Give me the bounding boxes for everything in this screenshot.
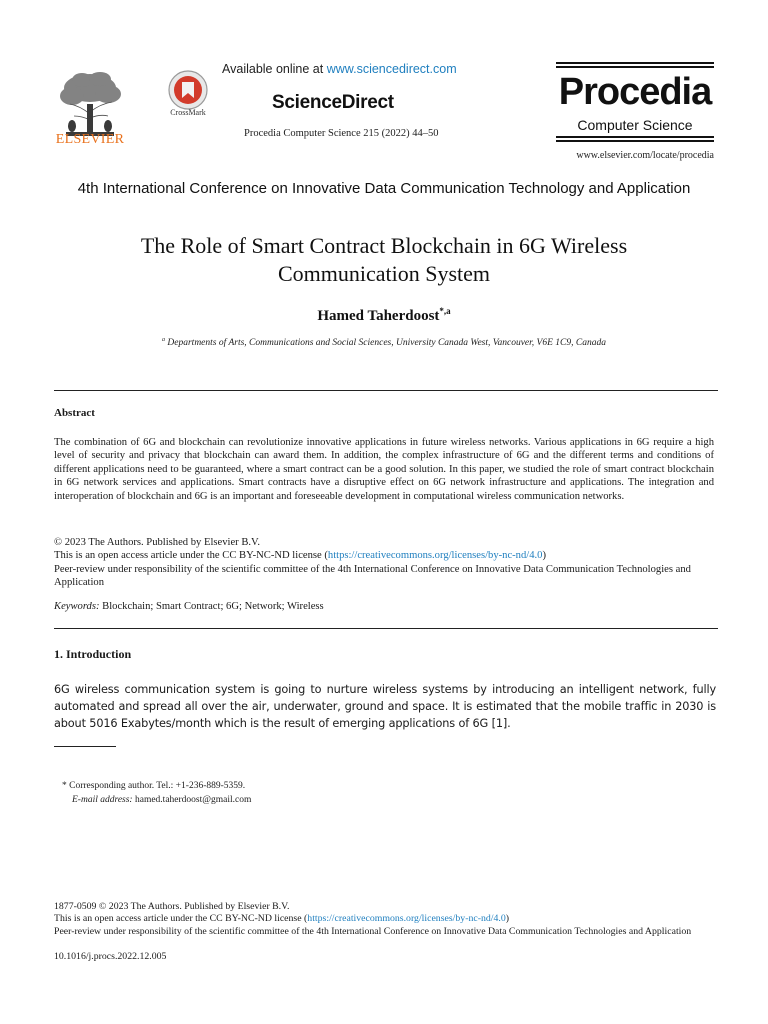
procedia-rule-bottom xyxy=(556,136,714,138)
abstract-body: The combination of 6G and blockchain can revolutionize innovative applications in future wireless networks. Various applications in 6G require a high level of security and privacy that blockchain can award them. In addition, the complex infrastructure of 6G and the different terms and conditions of different applications need to be guaranteed, where a smart contract can be a good solution. In this paper, we studied the role of smart contract blockchain in 6G network services and applications. Smart contracts have a disruptive effect on 6G network infrastructure and applications. The integration and interoperation of blockchain and 6G is an important and foreseeable development in computational wireless communication networks. xyxy=(54,437,714,502)
conference-name: 4th International Conference on Innovative Data Communication Technology and Application xyxy=(77,180,691,197)
journal-reference: Procedia Computer Science 215 (2022) 44–50 xyxy=(244,128,439,139)
footnote-email-label: E-mail address: xyxy=(72,795,133,805)
abstract-license-text: This is an open access article under the CC BY-NC-ND license ( xyxy=(54,550,328,561)
abstract-license-close: ) xyxy=(542,550,546,561)
procedia-rule-top-2 xyxy=(556,66,714,68)
author-line xyxy=(80,306,688,325)
footer-license-text: This is an open access article under the CC BY-NC-ND license ( xyxy=(54,913,308,924)
sciencedirect-link[interactable]: www.sciencedirect.com xyxy=(326,62,457,76)
procedia-logo xyxy=(556,62,714,142)
procedia-rule-bottom-2 xyxy=(556,140,714,142)
available-online-line xyxy=(222,62,457,76)
procedia-subtitle: Computer Science xyxy=(577,117,693,133)
keywords-label: Keywords: xyxy=(54,601,100,612)
author-name: Hamed Taherdoost xyxy=(317,308,440,324)
elsevier-wordmark: ELSEVIER xyxy=(55,132,125,147)
sciencedirect-logo: ScienceDirect xyxy=(272,92,394,113)
abstract-copyright: © 2023 The Authors. Published by Elsevier B.V. xyxy=(54,537,260,548)
crossmark-label: CrossMark xyxy=(170,108,206,117)
divider-bottom xyxy=(54,628,718,629)
footnote-email xyxy=(72,795,251,805)
affiliation-mark: a xyxy=(162,337,166,343)
available-online-text: Available online at xyxy=(222,62,327,76)
affiliation-text: Departments of Arts, Communications and Social Sciences, University Canada West, Vancouver, V6E 1C9, Canada xyxy=(167,338,606,349)
footer-peer-review: Peer-review under responsibility of the scientific committee of the 4th International Conference on Innovative Data Communication Technologies and Application xyxy=(54,926,692,937)
footnote-email-address[interactable]: hamed.taherdoost@gmail.com xyxy=(134,795,252,805)
introduction-body: 6G wireless communication system is going to nurture wireless systems by introducing an intelligent network, fully automated and spread all over the air, underwater, ground and space. It is estimated that the mobile traffic in 2030 is about 5016 Exabytes/month which is the result of emerging applications of 6G [1]. xyxy=(54,683,716,730)
abstract-license-link[interactable]: https://creativecommons.org/licenses/by-nc-nd/4.0 xyxy=(327,550,543,561)
footer-license-close: ) xyxy=(505,913,509,924)
paper-title: The Role of Smart Contract Blockchain in 6G Wireless Communication System xyxy=(140,233,628,286)
footer-doi[interactable]: 10.1016/j.procs.2022.12.005 xyxy=(54,951,167,962)
keywords xyxy=(54,601,324,612)
footnote-corresponding: * Corresponding author. Tel.: +1-236-889-5359. xyxy=(62,781,246,791)
footnote-rule xyxy=(54,746,116,747)
procedia-url[interactable]: www.elsevier.com/locate/procedia xyxy=(576,150,714,161)
procedia-rule-top xyxy=(556,62,714,64)
keywords-list: Blockchain; Smart Contract; 6G; Network; Wireless xyxy=(102,601,324,612)
abstract-peer-review: Peer-review under responsibility of the scientific committee of the 4th International Conference on Innovative Data Communication Technologies and Application xyxy=(54,564,691,589)
abstract-heading: Abstract xyxy=(54,407,95,419)
abstract-license xyxy=(54,549,714,562)
affiliation xyxy=(60,337,708,348)
footer-issn: 1877-0509 © 2023 The Authors. Published by Elsevier B.V. xyxy=(54,901,290,912)
section-heading-introduction: 1. Introduction xyxy=(54,647,132,661)
author-marks: *,a xyxy=(439,306,451,316)
footer-license-link[interactable]: https://creativecommons.org/licenses/by-nc-nd/4.0 xyxy=(307,913,506,924)
divider-top xyxy=(54,390,718,391)
procedia-name: Procedia xyxy=(558,71,712,113)
footer-license xyxy=(54,913,718,925)
